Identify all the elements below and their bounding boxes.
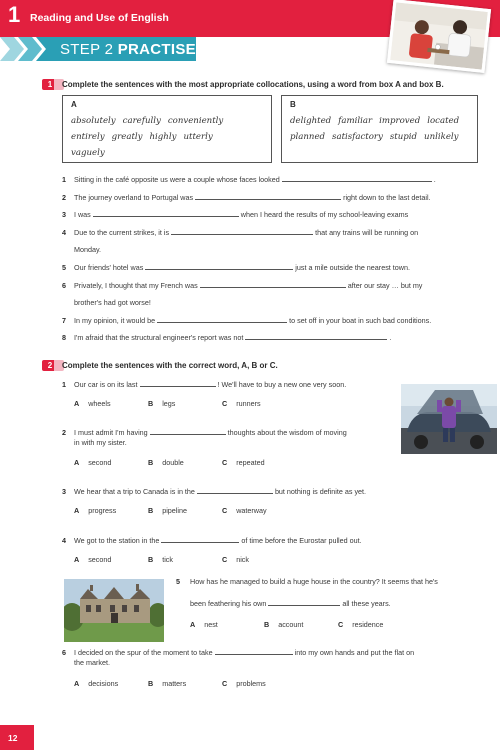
word-b-4: located xyxy=(427,116,460,126)
ex2-3-option-a[interactable]: A progress xyxy=(74,506,117,515)
ex2-number-4: 4 xyxy=(62,536,66,545)
ex1-sentence-1: Sitting in the café opposite us were a couple whose faces looked . xyxy=(74,175,436,184)
answer-blank[interactable] xyxy=(145,263,293,270)
ex1-sentence-6: Privately, I thought that my French was after our stay … but my xyxy=(74,281,423,290)
ex1-sentence-5: Our friends' hotel was just a mile outside the nearest town. xyxy=(74,263,410,272)
ex2-number-1: 1 xyxy=(62,380,66,389)
ex2-5-option-a[interactable]: A nest xyxy=(190,620,218,629)
ex2-2-option-b[interactable]: B double xyxy=(148,458,184,467)
ex2-item-2-cont: in with my sister. xyxy=(74,438,127,447)
ex1-sentence-7: In my opinion, it would be to set off in your boat in such bad conditions. xyxy=(74,316,432,325)
answer-blank[interactable] xyxy=(268,599,340,606)
page-number: 12 xyxy=(8,733,18,743)
word-box-b-heading: B xyxy=(290,100,296,109)
ex1-sentence-6-cont: brother's had got worse! xyxy=(74,298,151,307)
answer-blank[interactable] xyxy=(195,193,341,200)
step-name: PRACTISE xyxy=(117,41,196,58)
word-b-5: planned xyxy=(290,132,326,142)
ex2-number-5: 5 xyxy=(176,577,180,586)
word-b-7: stupid xyxy=(389,132,418,142)
ex2-number-2: 2 xyxy=(62,428,66,437)
unit-title: Reading and Use of English xyxy=(30,12,169,24)
ex1-number-4: 4 xyxy=(62,228,66,237)
word-a-5: greatly xyxy=(111,132,143,142)
answer-blank[interactable] xyxy=(150,428,226,435)
step-title xyxy=(60,41,196,58)
ex1-number-6: 6 xyxy=(62,281,66,290)
ex1-number-5: 5 xyxy=(62,263,66,272)
ex2-item-5: How has he managed to build a huge house in the country? It seems that he's xyxy=(190,577,438,586)
word-a-7: utterly xyxy=(183,132,213,142)
car-breakdown-photo xyxy=(401,384,497,454)
answer-blank[interactable] xyxy=(197,487,273,494)
ex2-6-option-a[interactable]: A decisions xyxy=(74,679,119,688)
answer-blank[interactable] xyxy=(93,210,239,217)
ex2-1-option-b[interactable]: B legs xyxy=(148,399,176,408)
ex2-6-option-c[interactable]: C problems xyxy=(222,679,266,688)
ex1-sentence-3: I was when I heard the results of my school-leaving exams xyxy=(74,210,409,219)
ex2-item-3: We hear that a trip to Canada is in the but nothing is definite as yet. xyxy=(74,487,367,496)
ex1-sentence-4-cont: Monday. xyxy=(74,245,102,254)
word-a-8: vaguely xyxy=(71,148,105,158)
ex2-1-option-c[interactable]: C runners xyxy=(222,399,261,408)
ex2-5-option-b[interactable]: B account xyxy=(264,620,304,629)
answer-blank[interactable] xyxy=(282,175,432,182)
word-box-b-list xyxy=(290,113,480,145)
answer-blank[interactable] xyxy=(140,380,216,387)
ex2-2-option-c[interactable]: C repeated xyxy=(222,458,265,467)
ex2-item-6-cont: the market. xyxy=(74,658,110,667)
exercise-2-instruction: Complete the sentences with the correct word, A, B or C. xyxy=(62,361,278,370)
word-b-1: delighted xyxy=(290,116,332,126)
answer-blank[interactable] xyxy=(157,316,287,323)
answer-blank[interactable] xyxy=(215,648,293,655)
step-prefix: STEP 2 xyxy=(60,41,114,58)
word-b-6: satisfactory xyxy=(332,132,383,142)
word-a-1: absolutely xyxy=(71,116,116,126)
ex1-number-1: 1 xyxy=(62,175,66,184)
country-house-photo xyxy=(64,579,164,642)
answer-blank[interactable] xyxy=(171,228,313,235)
unit-number: 1 xyxy=(8,2,21,27)
word-box-a-list xyxy=(71,113,271,161)
ex2-4-option-c[interactable]: C nick xyxy=(222,555,249,564)
ex2-item-6: I decided on the spur of the moment to take into my own hands and put the flat on xyxy=(74,648,415,657)
word-b-8: unlikely xyxy=(424,132,459,142)
word-a-6: highly xyxy=(149,132,177,142)
ex2-5-option-c[interactable]: C residence xyxy=(338,620,384,629)
ex2-4-option-a[interactable]: A second xyxy=(74,555,112,564)
ex1-number-7: 7 xyxy=(62,316,66,325)
answer-blank[interactable] xyxy=(245,333,387,340)
answer-blank[interactable] xyxy=(200,281,346,288)
ex1-sentence-2: The journey overland to Portugal was right down to the last detail. xyxy=(74,193,431,202)
ex1-number-3: 3 xyxy=(62,210,66,219)
cafe-photo xyxy=(387,0,491,73)
ex2-1-option-a[interactable]: A wheels xyxy=(74,399,111,408)
word-b-3: improved xyxy=(379,116,421,126)
ex2-3-option-c[interactable]: C waterway xyxy=(222,506,267,515)
ex1-number-2: 2 xyxy=(62,193,66,202)
exercise-2-badge: 2 xyxy=(42,360,58,371)
answer-blank[interactable] xyxy=(161,536,239,543)
exercise-1-instruction: Complete the sentences with the most appropriate collocations, using a word from box A and box B. xyxy=(62,80,444,89)
ex1-number-8: 8 xyxy=(62,333,66,342)
ex2-item-2: I must admit I'm having thoughts about the wisdom of moving xyxy=(74,428,347,437)
ex1-sentence-8: I'm afraid that the structural engineer's report was not . xyxy=(74,333,392,342)
ex2-6-option-b[interactable]: B matters xyxy=(148,679,187,688)
word-box-b xyxy=(281,95,478,163)
word-a-4: entirely xyxy=(71,132,105,142)
word-a-2: carefully xyxy=(122,116,161,126)
ex2-number-3: 3 xyxy=(62,487,66,496)
word-b-2: familiar xyxy=(338,116,373,126)
ex2-item-5-cont: been feathering his own all these years. xyxy=(190,599,391,608)
ex2-number-6: 6 xyxy=(62,648,66,657)
word-box-a xyxy=(62,95,272,163)
exercise-1-badge: 1 xyxy=(42,79,58,90)
ex2-2-option-a[interactable]: A second xyxy=(74,458,112,467)
word-box-a-heading: A xyxy=(71,100,77,109)
word-a-3: conveniently xyxy=(167,116,224,126)
ex2-item-4: We got to the station in the of time before the Eurostar pulled out. xyxy=(74,536,362,545)
ex1-sentence-4: Due to the current strikes, it is that any trains will be running on xyxy=(74,228,419,237)
ex2-3-option-b[interactable]: B pipeline xyxy=(148,506,187,515)
ex2-4-option-b[interactable]: B tick xyxy=(148,555,173,564)
ex2-item-1: Our car is on its last ! We'll have to buy a new one very soon. xyxy=(74,380,347,389)
